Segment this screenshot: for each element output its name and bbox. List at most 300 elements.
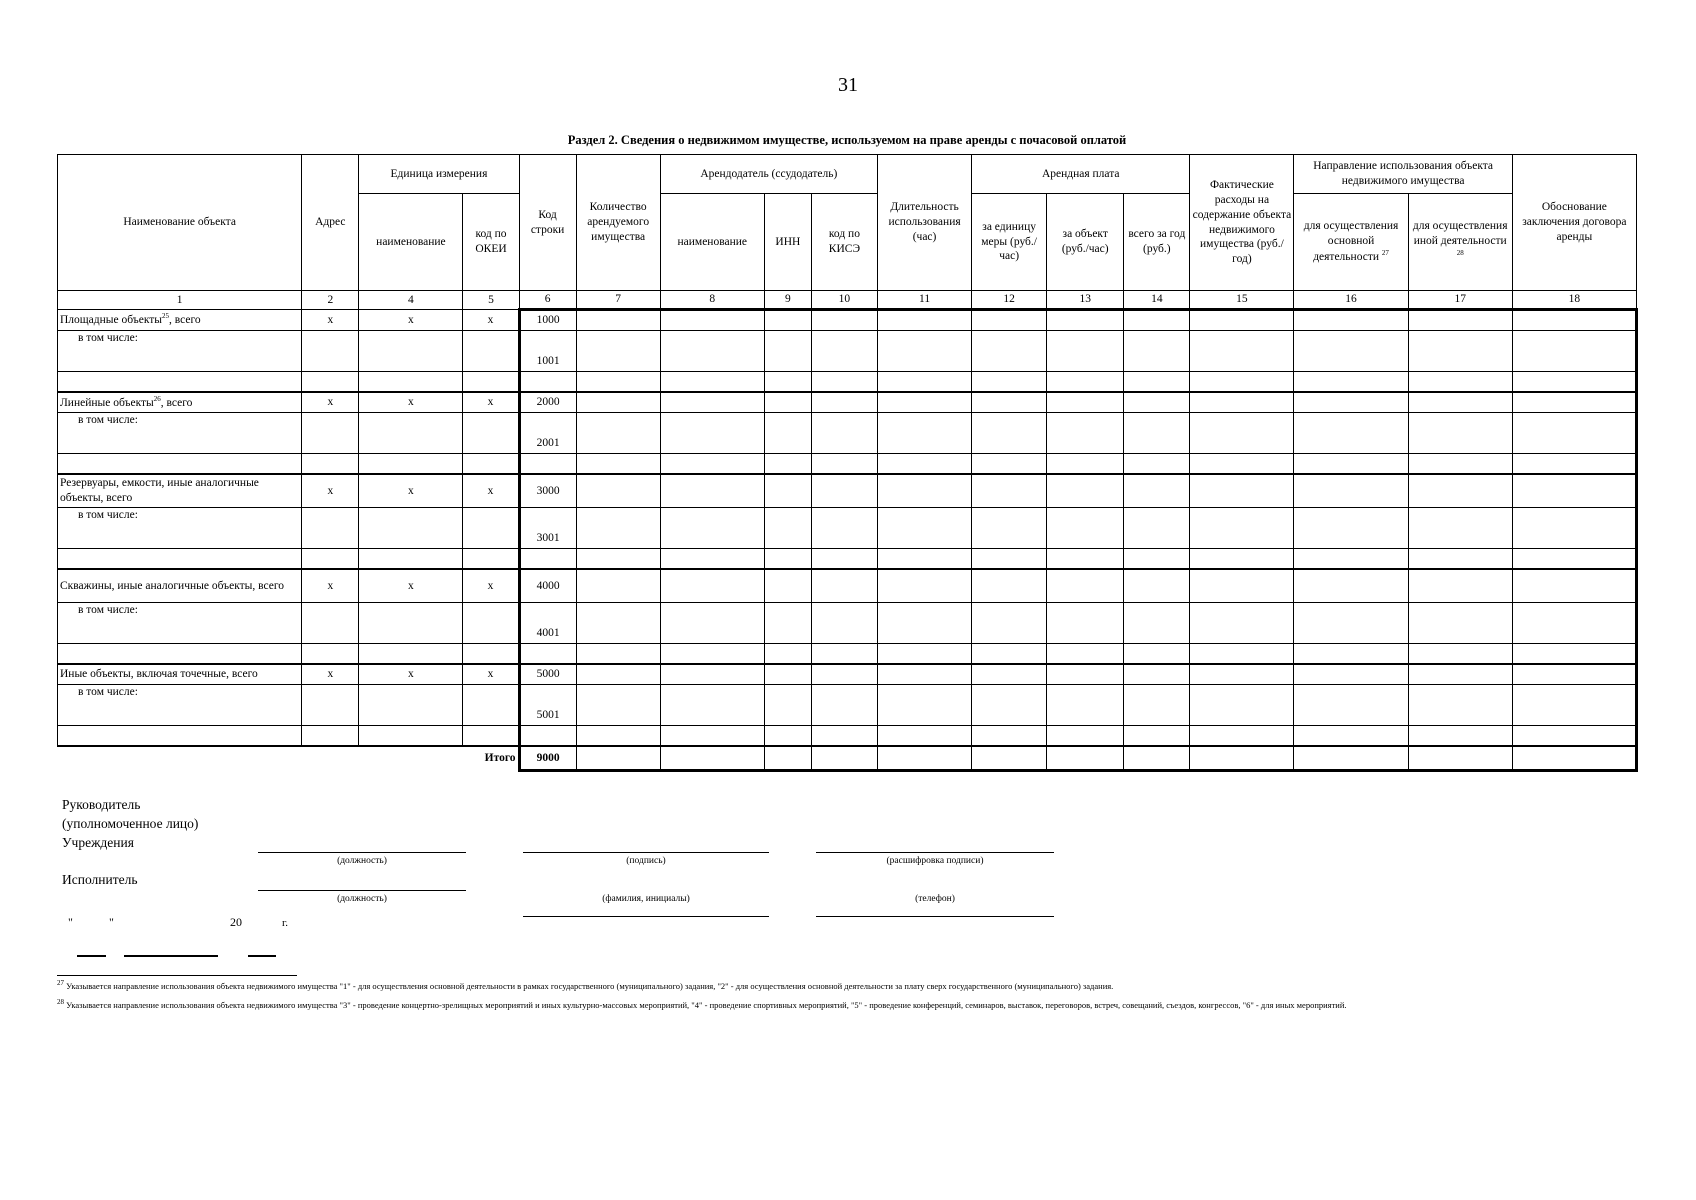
signature-caption: (подпись)	[626, 856, 666, 866]
data-entry-cell[interactable]	[877, 685, 971, 726]
data-entry-cell[interactable]	[1124, 474, 1190, 508]
data-entry-cell[interactable]	[1512, 392, 1636, 413]
data-entry-cell[interactable]	[972, 508, 1047, 549]
row-code[interactable]	[519, 549, 576, 570]
data-entry-cell[interactable]	[1512, 664, 1636, 685]
data-entry-cell[interactable]	[764, 392, 811, 413]
data-entry-cell[interactable]	[576, 372, 660, 393]
row-code: 3001	[519, 508, 576, 549]
unit-name-cell[interactable]	[359, 454, 463, 475]
header-address: Адрес	[302, 155, 359, 291]
data-entry-cell[interactable]	[877, 372, 971, 393]
column-number: 15	[1190, 291, 1294, 310]
data-entry-cell[interactable]	[1190, 644, 1294, 665]
data-entry-cell[interactable]	[877, 331, 971, 372]
date-year-suffix: г.	[282, 917, 289, 929]
data-entry-cell[interactable]	[764, 569, 811, 603]
table-row	[58, 454, 1637, 475]
data-entry-cell[interactable]	[1408, 664, 1512, 685]
date-month-line	[124, 955, 218, 957]
data-entry-cell[interactable]	[1190, 569, 1294, 603]
data-entry-cell[interactable]	[1047, 392, 1124, 413]
data-entry-cell[interactable]	[1047, 474, 1124, 508]
data-entry-cell[interactable]	[1047, 549, 1124, 570]
data-entry-cell[interactable]	[660, 644, 764, 665]
data-entry-cell[interactable]	[1047, 331, 1124, 372]
data-entry-cell[interactable]	[972, 644, 1047, 665]
data-entry-cell[interactable]	[1047, 746, 1124, 771]
data-entry-cell[interactable]	[1047, 310, 1124, 331]
row-code[interactable]	[519, 454, 576, 475]
data-entry-cell[interactable]	[811, 664, 877, 685]
data-entry-cell[interactable]	[764, 746, 811, 771]
data-entry-cell[interactable]	[1190, 372, 1294, 393]
data-entry-cell[interactable]	[877, 508, 971, 549]
unit-name-cell[interactable]	[359, 508, 463, 549]
data-entry-cell[interactable]	[1408, 310, 1512, 331]
address-cell[interactable]	[302, 413, 359, 454]
data-entry-cell[interactable]	[764, 726, 811, 747]
data-entry-cell[interactable]	[877, 664, 971, 685]
total-label: Итого	[484, 752, 516, 765]
address-cell[interactable]	[302, 726, 359, 747]
table-row	[58, 392, 1637, 413]
data-entry-cell[interactable]	[1124, 392, 1190, 413]
unit-name-cell[interactable]	[359, 603, 463, 644]
unit-okei-cell[interactable]	[463, 372, 519, 393]
column-number: 13	[1047, 291, 1124, 310]
data-entry-cell[interactable]	[1124, 569, 1190, 603]
data-entry-cell[interactable]	[660, 603, 764, 644]
column-number: 10	[811, 291, 877, 310]
data-entry-cell[interactable]	[1124, 549, 1190, 570]
data-entry-cell[interactable]	[1408, 644, 1512, 665]
decoding-caption: (расшифровка подписи)	[886, 856, 984, 866]
table-row	[58, 603, 1637, 644]
data-entry-cell[interactable]	[1047, 685, 1124, 726]
data-entry-cell[interactable]	[660, 372, 764, 393]
data-entry-cell[interactable]	[972, 454, 1047, 475]
data-entry-cell[interactable]	[1512, 474, 1636, 508]
data-entry-cell[interactable]	[1408, 746, 1512, 771]
data-entry-cell[interactable]	[660, 331, 764, 372]
data-entry-cell[interactable]	[1124, 331, 1190, 372]
x-mark: x	[463, 569, 519, 603]
data-entry-cell[interactable]	[1294, 413, 1408, 454]
data-entry-cell[interactable]	[764, 454, 811, 475]
footnote-ref: 26	[153, 394, 161, 403]
row-code[interactable]	[519, 644, 576, 665]
data-entry-cell[interactable]	[1190, 474, 1294, 508]
unit-okei-cell[interactable]	[463, 413, 519, 454]
footnote-28: $^{28}$ Указывается направление использования объекта недвижимого имущества "3" - проведение концертно-зрелищных мероприятий и иных культурно-массовых мероприятий, "4" - проведение спортивных мероприятий, "5" - проведение конференций, семинаров, выставок, переговоров, встреч, совещаний, съездов, конгрессов, "6" - для иных мероприятий.	[57, 997, 1347, 1010]
data-entry-cell[interactable]	[660, 569, 764, 603]
address-cell[interactable]	[302, 603, 359, 644]
data-entry-cell[interactable]	[811, 644, 877, 665]
data-entry-cell[interactable]	[1047, 413, 1124, 454]
page-number: 31	[838, 74, 858, 96]
row-name[interactable]	[58, 372, 302, 393]
header-lessor-inn: ИНН	[764, 194, 811, 291]
table-row	[58, 726, 1637, 747]
address-cell[interactable]	[302, 454, 359, 475]
data-entry-cell[interactable]	[877, 569, 971, 603]
data-entry-cell[interactable]	[877, 746, 971, 771]
data-entry-cell[interactable]	[877, 549, 971, 570]
rental-property-table	[57, 154, 1638, 772]
data-entry-cell[interactable]	[1294, 392, 1408, 413]
unit-name-cell[interactable]	[359, 726, 463, 747]
data-entry-cell[interactable]	[1408, 549, 1512, 570]
data-entry-cell[interactable]	[1408, 685, 1512, 726]
data-entry-cell[interactable]	[811, 508, 877, 549]
data-entry-cell[interactable]	[764, 549, 811, 570]
data-entry-cell[interactable]	[1294, 726, 1408, 747]
section-title: Раздел 2. Сведения о недвижимом имуществе, используемом на праве аренды с почасовой оплатой	[567, 133, 1127, 147]
data-entry-cell[interactable]	[1124, 372, 1190, 393]
row-code: 3000	[519, 474, 576, 508]
executor-phone-line	[816, 916, 1054, 917]
row-code: 2000	[519, 392, 576, 413]
data-entry-cell[interactable]	[1190, 664, 1294, 685]
footnote-ref: 25	[162, 312, 170, 321]
data-entry-cell[interactable]	[1124, 603, 1190, 644]
address-cell[interactable]	[302, 685, 359, 726]
data-entry-cell[interactable]	[1408, 726, 1512, 747]
data-entry-cell[interactable]	[1294, 603, 1408, 644]
row-name-text: Скважины, иные аналогичные объекты, всего	[60, 579, 285, 592]
data-entry-cell[interactable]	[1512, 569, 1636, 603]
data-entry-cell[interactable]	[972, 549, 1047, 570]
data-entry-cell[interactable]	[1512, 310, 1636, 331]
data-entry-cell[interactable]	[1190, 454, 1294, 475]
executor-name-caption: (фамилия, инициалы)	[602, 894, 690, 904]
data-entry-cell[interactable]	[576, 726, 660, 747]
data-entry-cell[interactable]	[660, 685, 764, 726]
table-row	[58, 413, 1637, 454]
data-entry-cell[interactable]	[1294, 508, 1408, 549]
data-entry-cell[interactable]	[1294, 310, 1408, 331]
data-entry-cell[interactable]	[576, 331, 660, 372]
data-entry-cell[interactable]	[1512, 454, 1636, 475]
data-entry-cell[interactable]	[1190, 726, 1294, 747]
data-entry-cell[interactable]	[811, 392, 877, 413]
executor-position-line	[258, 890, 466, 891]
row-code: 4000	[519, 569, 576, 603]
data-entry-cell[interactable]	[811, 474, 877, 508]
data-entry-cell[interactable]	[877, 392, 971, 413]
unit-name-cell[interactable]	[359, 644, 463, 665]
x-mark: x	[463, 664, 519, 685]
x-mark: x	[302, 474, 359, 508]
data-entry-cell[interactable]	[811, 746, 877, 771]
data-entry-cell[interactable]	[972, 331, 1047, 372]
data-entry-cell[interactable]	[811, 310, 877, 331]
data-entry-cell[interactable]	[811, 603, 877, 644]
data-entry-cell[interactable]	[811, 726, 877, 747]
table-row	[58, 549, 1637, 570]
data-entry-cell[interactable]	[1408, 454, 1512, 475]
unit-name-cell[interactable]	[359, 549, 463, 570]
data-entry-cell[interactable]	[764, 603, 811, 644]
data-entry-cell[interactable]	[1294, 549, 1408, 570]
data-entry-cell[interactable]	[1047, 454, 1124, 475]
row-incl-label: в том числе:	[58, 685, 302, 726]
total-code: 9000	[519, 746, 576, 771]
data-entry-cell[interactable]	[576, 508, 660, 549]
header-rent-object: за объект (руб./час)	[1047, 194, 1124, 291]
header-unit-okei: код по ОКЕИ	[463, 194, 519, 291]
column-number: 14	[1124, 291, 1190, 310]
data-entry-cell[interactable]	[576, 549, 660, 570]
data-entry-cell[interactable]	[1190, 508, 1294, 549]
date-day-line	[77, 955, 106, 957]
data-entry-cell[interactable]	[660, 310, 764, 331]
x-mark: x	[463, 392, 519, 413]
data-entry-cell[interactable]	[764, 331, 811, 372]
row-name	[58, 569, 302, 603]
data-entry-cell[interactable]	[764, 508, 811, 549]
data-entry-cell[interactable]	[972, 685, 1047, 726]
address-cell[interactable]	[302, 372, 359, 393]
data-entry-cell[interactable]	[1190, 746, 1294, 771]
data-entry-cell[interactable]	[972, 392, 1047, 413]
column-number: 4	[359, 291, 463, 310]
row-code: 5000	[519, 664, 576, 685]
row-code: 1000	[519, 310, 576, 331]
data-entry-cell[interactable]	[811, 331, 877, 372]
data-entry-cell[interactable]	[576, 685, 660, 726]
data-entry-cell[interactable]	[972, 372, 1047, 393]
data-entry-cell[interactable]	[764, 372, 811, 393]
data-entry-cell[interactable]	[1190, 310, 1294, 331]
unit-okei-cell[interactable]	[463, 603, 519, 644]
head-label-3: Учреждения	[62, 835, 134, 850]
row-name[interactable]	[58, 549, 302, 570]
address-cell[interactable]	[302, 331, 359, 372]
data-entry-cell[interactable]	[1408, 413, 1512, 454]
data-entry-cell[interactable]	[972, 746, 1047, 771]
data-entry-cell[interactable]	[811, 549, 877, 570]
data-entry-cell[interactable]	[811, 569, 877, 603]
header-unit-name: наименование	[359, 194, 463, 291]
header-actual-expenses: Фактические расходы на содержание объекта недвижимого имущества (руб./год)	[1190, 155, 1294, 291]
data-entry-cell[interactable]	[660, 726, 764, 747]
data-entry-cell[interactable]	[1124, 664, 1190, 685]
data-entry-cell[interactable]	[1124, 644, 1190, 665]
data-entry-cell[interactable]	[1294, 644, 1408, 665]
unit-okei-cell[interactable]	[463, 644, 519, 665]
data-entry-cell[interactable]	[877, 310, 971, 331]
data-entry-cell[interactable]	[1294, 685, 1408, 726]
data-entry-cell[interactable]	[877, 454, 971, 475]
data-entry-cell[interactable]	[1047, 569, 1124, 603]
data-entry-cell[interactable]	[1408, 569, 1512, 603]
row-code[interactable]	[519, 372, 576, 393]
data-entry-cell[interactable]	[1124, 726, 1190, 747]
row-name[interactable]	[58, 454, 302, 475]
data-entry-cell[interactable]	[1294, 331, 1408, 372]
data-entry-cell[interactable]	[877, 413, 971, 454]
data-entry-cell[interactable]	[1124, 454, 1190, 475]
table-row	[58, 569, 1637, 603]
column-number: 11	[877, 291, 971, 310]
data-entry-cell[interactable]	[660, 454, 764, 475]
data-entry-cell[interactable]	[576, 474, 660, 508]
data-entry-cell[interactable]	[1512, 726, 1636, 747]
data-entry-cell[interactable]	[1512, 508, 1636, 549]
data-entry-cell[interactable]	[1408, 508, 1512, 549]
address-cell[interactable]	[302, 508, 359, 549]
data-entry-cell[interactable]	[1124, 685, 1190, 726]
unit-okei-cell[interactable]	[463, 454, 519, 475]
data-entry-cell[interactable]	[576, 603, 660, 644]
data-entry-cell[interactable]	[1190, 549, 1294, 570]
data-entry-cell[interactable]	[1047, 372, 1124, 393]
data-entry-cell[interactable]	[576, 644, 660, 665]
data-entry-cell[interactable]	[1124, 746, 1190, 771]
data-entry-cell[interactable]	[660, 549, 764, 570]
data-entry-cell[interactable]	[1512, 603, 1636, 644]
data-entry-cell[interactable]	[1294, 454, 1408, 475]
header-row-code: Код строки	[519, 155, 576, 291]
data-entry-cell[interactable]	[877, 726, 971, 747]
data-entry-cell[interactable]	[1124, 508, 1190, 549]
unit-okei-cell[interactable]	[463, 549, 519, 570]
data-entry-cell[interactable]	[1408, 331, 1512, 372]
row-name[interactable]	[58, 644, 302, 665]
data-entry-cell[interactable]	[660, 474, 764, 508]
data-entry-cell[interactable]	[660, 746, 764, 771]
data-entry-cell[interactable]	[764, 644, 811, 665]
row-incl-label: в том числе:	[58, 331, 302, 372]
data-entry-cell[interactable]	[576, 746, 660, 771]
unit-okei-cell[interactable]	[463, 726, 519, 747]
data-entry-cell[interactable]	[764, 474, 811, 508]
data-entry-cell[interactable]	[972, 474, 1047, 508]
data-entry-cell[interactable]	[1512, 549, 1636, 570]
data-entry-cell[interactable]	[811, 454, 877, 475]
header-rent-year: всего за год (руб.)	[1124, 194, 1190, 291]
data-entry-cell[interactable]	[972, 569, 1047, 603]
data-entry-cell[interactable]	[811, 413, 877, 454]
data-entry-cell[interactable]	[576, 569, 660, 603]
data-entry-cell[interactable]	[877, 603, 971, 644]
data-entry-cell[interactable]	[1512, 413, 1636, 454]
data-entry-cell[interactable]	[576, 413, 660, 454]
row-code: 1001	[519, 331, 576, 372]
data-entry-cell[interactable]	[1512, 746, 1636, 771]
data-entry-cell[interactable]	[1294, 372, 1408, 393]
data-entry-cell[interactable]	[1512, 685, 1636, 726]
header-rent-unit: за единицу меры (руб./час)	[972, 194, 1047, 291]
x-mark: x	[359, 569, 463, 603]
row-name	[58, 664, 302, 685]
column-number: 12	[972, 291, 1047, 310]
data-entry-cell[interactable]	[764, 310, 811, 331]
address-cell[interactable]	[302, 644, 359, 665]
data-entry-cell[interactable]	[1408, 392, 1512, 413]
data-entry-cell[interactable]	[1294, 664, 1408, 685]
data-entry-cell[interactable]	[660, 392, 764, 413]
data-entry-cell[interactable]	[1408, 372, 1512, 393]
data-entry-cell[interactable]	[972, 310, 1047, 331]
data-entry-cell[interactable]	[1047, 603, 1124, 644]
data-entry-cell[interactable]	[1294, 746, 1408, 771]
data-entry-cell[interactable]	[1047, 664, 1124, 685]
data-entry-cell[interactable]	[660, 664, 764, 685]
decoding-line	[816, 852, 1054, 853]
unit-name-cell[interactable]	[359, 413, 463, 454]
column-number: 9	[764, 291, 811, 310]
date-year-prefix: 20	[230, 915, 242, 929]
data-entry-cell[interactable]	[1512, 372, 1636, 393]
data-entry-cell[interactable]	[811, 685, 877, 726]
table-row	[58, 331, 1637, 372]
unit-okei-cell[interactable]	[463, 685, 519, 726]
data-entry-cell[interactable]	[1124, 413, 1190, 454]
data-entry-cell[interactable]	[1047, 644, 1124, 665]
data-entry-cell[interactable]	[576, 454, 660, 475]
data-entry-cell[interactable]	[1294, 474, 1408, 508]
row-name-suffix: , всего	[169, 313, 201, 326]
data-entry-cell[interactable]	[972, 664, 1047, 685]
data-entry-cell[interactable]	[1047, 508, 1124, 549]
data-entry-cell[interactable]	[576, 310, 660, 331]
row-incl-label: в том числе:	[58, 603, 302, 644]
data-entry-cell[interactable]	[1047, 726, 1124, 747]
data-entry-cell[interactable]	[972, 413, 1047, 454]
data-entry-cell[interactable]	[660, 508, 764, 549]
column-number: 18	[1512, 291, 1636, 310]
data-entry-cell[interactable]	[1294, 569, 1408, 603]
data-entry-cell[interactable]	[972, 726, 1047, 747]
data-entry-cell[interactable]	[576, 392, 660, 413]
unit-name-cell[interactable]	[359, 372, 463, 393]
head-label-1: Руководитель	[62, 797, 141, 812]
unit-name-cell[interactable]	[359, 331, 463, 372]
address-cell[interactable]	[302, 549, 359, 570]
unit-okei-cell[interactable]	[463, 508, 519, 549]
data-entry-cell[interactable]	[877, 644, 971, 665]
data-entry-cell[interactable]	[1190, 413, 1294, 454]
date-year-line	[248, 955, 276, 957]
data-entry-cell[interactable]	[1190, 603, 1294, 644]
data-entry-cell[interactable]	[972, 603, 1047, 644]
unit-okei-cell[interactable]	[463, 331, 519, 372]
data-entry-cell[interactable]	[660, 413, 764, 454]
unit-name-cell[interactable]	[359, 685, 463, 726]
data-entry-cell[interactable]	[764, 413, 811, 454]
data-entry-cell[interactable]	[811, 372, 877, 393]
data-entry-cell[interactable]	[1408, 603, 1512, 644]
data-entry-cell[interactable]	[1512, 331, 1636, 372]
data-entry-cell[interactable]	[1124, 310, 1190, 331]
data-entry-cell[interactable]	[764, 664, 811, 685]
data-entry-cell[interactable]	[1190, 392, 1294, 413]
data-entry-cell[interactable]	[764, 685, 811, 726]
header-direction-group: Направление использования объекта недвижимого имущества	[1294, 155, 1512, 194]
data-entry-cell[interactable]	[1512, 644, 1636, 665]
data-entry-cell[interactable]	[576, 664, 660, 685]
data-entry-cell[interactable]	[877, 474, 971, 508]
row-name[interactable]	[58, 726, 302, 747]
x-mark: x	[359, 664, 463, 685]
row-code[interactable]	[519, 726, 576, 747]
data-entry-cell[interactable]	[1190, 331, 1294, 372]
data-entry-cell[interactable]	[1408, 474, 1512, 508]
data-entry-cell[interactable]	[1190, 685, 1294, 726]
